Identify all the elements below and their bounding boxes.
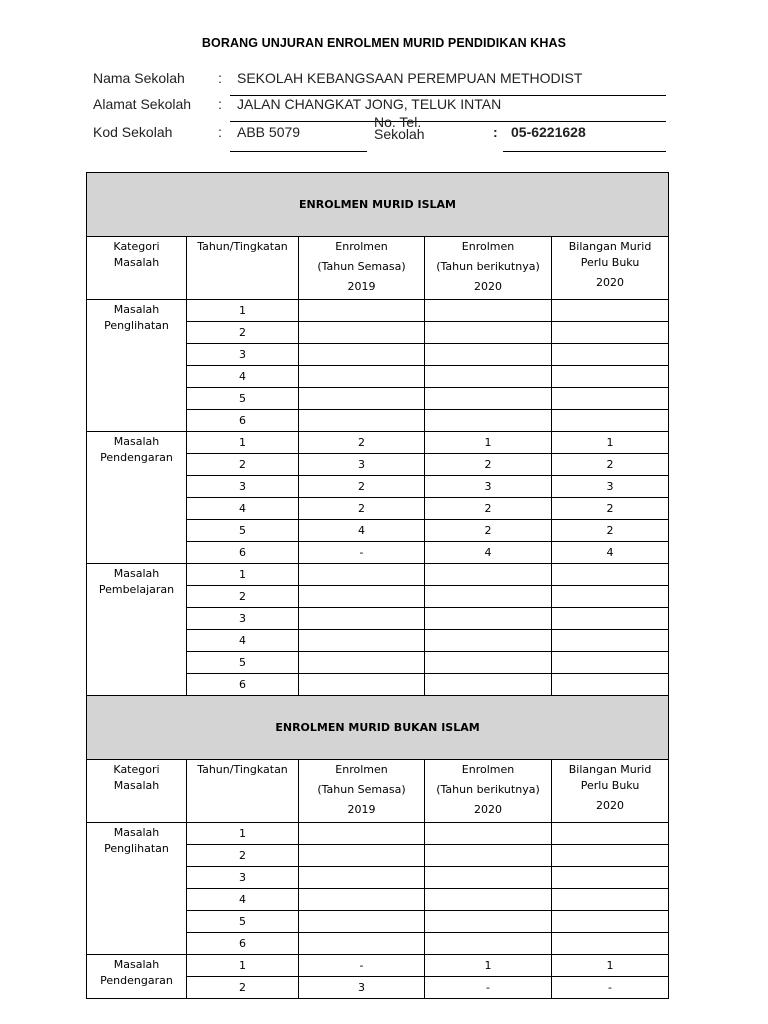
col-year-current: 2019 xyxy=(347,280,376,293)
kategori-line1: Masalah xyxy=(113,826,160,839)
enrolmen-current-cell[interactable] xyxy=(299,322,425,344)
col-bilangan-line2: Perlu Buku xyxy=(580,256,640,269)
books-needed-cell[interactable] xyxy=(552,586,669,608)
enrolmen-current-cell[interactable]: - xyxy=(299,542,425,564)
enrolmen-next-cell[interactable]: 2 xyxy=(425,520,552,542)
books-needed-cell[interactable] xyxy=(552,608,669,630)
nama-colon: : xyxy=(218,70,222,86)
level-cell: 6 xyxy=(187,410,299,432)
enrolmen-current-cell[interactable]: 2 xyxy=(299,432,425,454)
col-tahun-label: Tahun/Tingkatan xyxy=(197,240,288,253)
books-needed-cell[interactable]: 4 xyxy=(552,542,669,564)
kategori-cell xyxy=(87,432,187,564)
col-bilangan-year: 2020 xyxy=(596,276,625,289)
level-cell: 2 xyxy=(187,977,299,999)
kategori-line2: Pendengaran xyxy=(100,451,173,464)
enrolmen-next-cell[interactable] xyxy=(425,322,552,344)
enrolmen-next-cell[interactable] xyxy=(425,889,552,911)
level-cell: 3 xyxy=(187,344,299,366)
books-needed-cell[interactable] xyxy=(552,630,669,652)
col-bilangan-line2: Perlu Buku xyxy=(580,779,640,792)
level-cell: 6 xyxy=(187,542,299,564)
col-enrolmen-label: Enrolmen xyxy=(461,763,515,776)
kategori-line2: Penglihatan xyxy=(104,842,169,855)
alamat-sekolah-value: JALAN CHANGKAT JONG, TELUK INTAN xyxy=(237,96,502,112)
level-cell: 5 xyxy=(187,388,299,410)
enrolmen-next-cell[interactable]: - xyxy=(425,977,552,999)
level-cell: 4 xyxy=(187,498,299,520)
books-needed-cell[interactable] xyxy=(552,366,669,388)
level-cell: 1 xyxy=(187,823,299,845)
level-cell: 2 xyxy=(187,845,299,867)
enrolmen-next-cell[interactable] xyxy=(425,652,552,674)
enrolmen-next-cell[interactable]: 2 xyxy=(425,498,552,520)
enrolmen-current-cell[interactable] xyxy=(299,586,425,608)
enrolmen-current-cell[interactable] xyxy=(299,933,425,955)
kategori-line2: Pembelajaran xyxy=(98,583,175,596)
enrolmen-current-cell[interactable] xyxy=(299,630,425,652)
enrolmen-next-cell[interactable] xyxy=(425,344,552,366)
kategori-line1: Masalah xyxy=(113,958,160,971)
alamat-colon: : xyxy=(218,96,222,112)
kategori-cell xyxy=(87,564,187,696)
enrolmen-current-cell[interactable]: 3 xyxy=(299,454,425,476)
kod-sekolah-label: Kod Sekolah xyxy=(93,124,173,140)
books-needed-cell[interactable] xyxy=(552,300,669,322)
col-tahun-semasa-label: (Tahun Semasa) xyxy=(317,260,406,273)
books-needed-cell[interactable] xyxy=(552,410,669,432)
col-tahun-berikut-label: (Tahun berikutnya) xyxy=(436,783,540,796)
enrolmen-current-cell[interactable] xyxy=(299,300,425,322)
kategori-cell xyxy=(87,955,187,999)
tel-underline xyxy=(503,151,666,152)
section-header-row xyxy=(87,173,669,237)
enrolmen-current-cell[interactable] xyxy=(299,344,425,366)
books-needed-cell[interactable] xyxy=(552,674,669,696)
section-header-row xyxy=(87,696,669,760)
col-enrolmen-semasa-header xyxy=(299,237,425,300)
alamat-sekolah-label: Alamat Sekolah xyxy=(93,96,192,112)
column-header-row xyxy=(87,760,669,823)
kategori-line1: Masalah xyxy=(113,435,160,448)
level-cell: 4 xyxy=(187,889,299,911)
books-needed-cell[interactable] xyxy=(552,889,669,911)
enrolmen-current-cell[interactable] xyxy=(299,823,425,845)
enrolmen-current-cell[interactable] xyxy=(299,867,425,889)
enrolment-table xyxy=(86,172,669,999)
kategori-cell xyxy=(87,300,187,432)
col-kategori-line2: Masalah xyxy=(113,779,160,792)
enrolmen-next-cell[interactable] xyxy=(425,845,552,867)
col-year-current: 2019 xyxy=(347,803,376,816)
level-cell: 1 xyxy=(187,300,299,322)
form-title: BORANG UNJURAN ENROLMEN MURID PENDIDIKAN KHAS xyxy=(201,36,567,50)
col-year-next: 2020 xyxy=(474,280,502,293)
section-title: ENROLMEN MURID ISLAM xyxy=(87,173,669,237)
enrolmen-next-cell[interactable] xyxy=(425,586,552,608)
kategori-line2: Penglihatan xyxy=(104,319,169,332)
kategori-cell xyxy=(87,823,187,955)
level-cell: 2 xyxy=(187,454,299,476)
enrolmen-next-cell[interactable]: 1 xyxy=(425,955,552,977)
nama-sekolah-value: SEKOLAH KEBANGSAAN PEREMPUAN METHODIST xyxy=(237,70,583,86)
kod-colon: : xyxy=(218,124,222,140)
level-cell: 1 xyxy=(187,432,299,454)
enrolmen-current-cell[interactable] xyxy=(299,608,425,630)
kategori-line2: Pendengaran xyxy=(100,974,173,987)
col-bilangan-buku-header xyxy=(552,760,669,823)
col-bilangan-buku-header xyxy=(552,237,669,300)
books-needed-cell[interactable]: 2 xyxy=(552,454,669,476)
level-cell: 4 xyxy=(187,630,299,652)
enrolmen-next-cell[interactable] xyxy=(425,608,552,630)
level-cell: 1 xyxy=(187,564,299,586)
no-tel-label-line1: No. Tel. xyxy=(374,114,422,130)
col-enrolmen-berikut-header xyxy=(425,760,552,823)
enrolmen-next-cell[interactable] xyxy=(425,300,552,322)
col-bilangan-line1: Bilangan Murid xyxy=(568,763,652,776)
books-needed-cell[interactable] xyxy=(552,823,669,845)
nama-sekolah-label: Nama Sekolah xyxy=(93,70,185,86)
level-cell: 6 xyxy=(187,933,299,955)
col-bilangan-year: 2020 xyxy=(596,799,625,812)
col-kategori-header xyxy=(87,760,187,823)
enrolmen-current-cell[interactable] xyxy=(299,652,425,674)
enrolmen-current-cell[interactable] xyxy=(299,911,425,933)
table-row xyxy=(87,564,669,586)
enrolmen-current-cell[interactable] xyxy=(299,366,425,388)
books-needed-cell[interactable] xyxy=(552,652,669,674)
enrolmen-current-cell[interactable]: - xyxy=(299,955,425,977)
section-title: ENROLMEN MURID BUKAN ISLAM xyxy=(87,696,669,760)
no-tel-value: 05-6221628 xyxy=(511,124,586,140)
enrolmen-current-cell[interactable] xyxy=(299,564,425,586)
enrolmen-next-cell[interactable] xyxy=(425,867,552,889)
enrolmen-current-cell[interactable] xyxy=(299,410,425,432)
table-row xyxy=(87,955,669,977)
col-tahun-berikut-label: (Tahun berikutnya) xyxy=(436,260,540,273)
alamat-underline xyxy=(230,121,666,122)
books-needed-cell[interactable] xyxy=(552,911,669,933)
no-tel-label xyxy=(374,116,425,140)
kategori-line1: Masalah xyxy=(113,303,160,316)
col-enrolmen-label: Enrolmen xyxy=(335,763,388,776)
col-kategori-header xyxy=(87,237,187,300)
enrolmen-next-cell[interactable]: 2 xyxy=(425,454,552,476)
enrolmen-next-cell[interactable]: 4 xyxy=(425,542,552,564)
kod-underline xyxy=(230,151,367,152)
books-needed-cell[interactable] xyxy=(552,322,669,344)
level-cell: 3 xyxy=(187,867,299,889)
books-needed-cell[interactable] xyxy=(552,564,669,586)
enrolmen-next-cell[interactable] xyxy=(425,630,552,652)
enrolmen-next-cell[interactable] xyxy=(425,674,552,696)
col-year-next: 2020 xyxy=(474,803,502,816)
col-kategori-line2: Masalah xyxy=(113,256,160,269)
col-tahun-label: Tahun/Tingkatan xyxy=(197,763,288,776)
books-needed-cell[interactable] xyxy=(552,933,669,955)
col-enrolmen-label: Enrolmen xyxy=(461,240,515,253)
enrolment-table-body xyxy=(87,173,669,999)
kod-sekolah-value: ABB 5079 xyxy=(237,124,301,140)
books-needed-cell[interactable] xyxy=(552,344,669,366)
level-cell: 5 xyxy=(187,520,299,542)
col-enrolmen-semasa-header xyxy=(299,760,425,823)
col-tahun-header xyxy=(187,760,299,823)
level-cell: 5 xyxy=(187,652,299,674)
enrolmen-next-cell[interactable]: 1 xyxy=(425,432,552,454)
level-cell: 5 xyxy=(187,911,299,933)
books-needed-cell[interactable] xyxy=(552,845,669,867)
level-cell: 4 xyxy=(187,366,299,388)
col-kategori-line1: Kategori xyxy=(113,240,160,253)
level-cell: 3 xyxy=(187,476,299,498)
enrolmen-current-cell[interactable] xyxy=(299,845,425,867)
books-needed-cell[interactable] xyxy=(552,867,669,889)
table-row xyxy=(87,300,669,322)
books-needed-cell[interactable]: 2 xyxy=(552,498,669,520)
level-cell: 2 xyxy=(187,322,299,344)
enrolmen-next-cell[interactable] xyxy=(425,564,552,586)
books-needed-cell[interactable] xyxy=(552,388,669,410)
table-row xyxy=(87,823,669,845)
level-cell: 2 xyxy=(187,586,299,608)
level-cell: 1 xyxy=(187,955,299,977)
books-needed-cell[interactable]: 1 xyxy=(552,955,669,977)
enrolmen-current-cell[interactable]: 2 xyxy=(299,476,425,498)
kategori-line1: Masalah xyxy=(113,567,160,580)
tel-colon: : xyxy=(493,124,498,140)
col-tahun-semasa-label: (Tahun Semasa) xyxy=(317,783,406,796)
enrolmen-next-cell[interactable] xyxy=(425,933,552,955)
col-tahun-header xyxy=(187,237,299,300)
enrolmen-next-cell[interactable] xyxy=(425,388,552,410)
enrolmen-current-cell[interactable]: 2 xyxy=(299,498,425,520)
enrolmen-current-cell[interactable] xyxy=(299,889,425,911)
table-row xyxy=(87,432,669,454)
enrolmen-next-cell[interactable] xyxy=(425,410,552,432)
enrolmen-next-cell[interactable]: 3 xyxy=(425,476,552,498)
level-cell: 3 xyxy=(187,608,299,630)
books-needed-cell[interactable]: 3 xyxy=(552,476,669,498)
books-needed-cell[interactable]: 2 xyxy=(552,520,669,542)
col-enrolmen-berikut-header xyxy=(425,237,552,300)
no-tel-label-line2: Sekolah xyxy=(374,126,425,142)
enrolmen-next-cell[interactable] xyxy=(425,823,552,845)
col-kategori-line1: Kategori xyxy=(113,763,160,776)
column-header-row xyxy=(87,237,669,300)
col-bilangan-line1: Bilangan Murid xyxy=(568,240,652,253)
level-cell: 6 xyxy=(187,674,299,696)
books-needed-cell[interactable]: 1 xyxy=(552,432,669,454)
enrolmen-current-cell[interactable] xyxy=(299,674,425,696)
enrolmen-next-cell[interactable] xyxy=(425,366,552,388)
enrolmen-current-cell[interactable]: 4 xyxy=(299,520,425,542)
enrolmen-next-cell[interactable] xyxy=(425,911,552,933)
enrolmen-current-cell[interactable] xyxy=(299,388,425,410)
col-enrolmen-label: Enrolmen xyxy=(335,240,388,253)
books-needed-cell[interactable]: - xyxy=(552,977,669,999)
enrolmen-current-cell[interactable]: 3 xyxy=(299,977,425,999)
